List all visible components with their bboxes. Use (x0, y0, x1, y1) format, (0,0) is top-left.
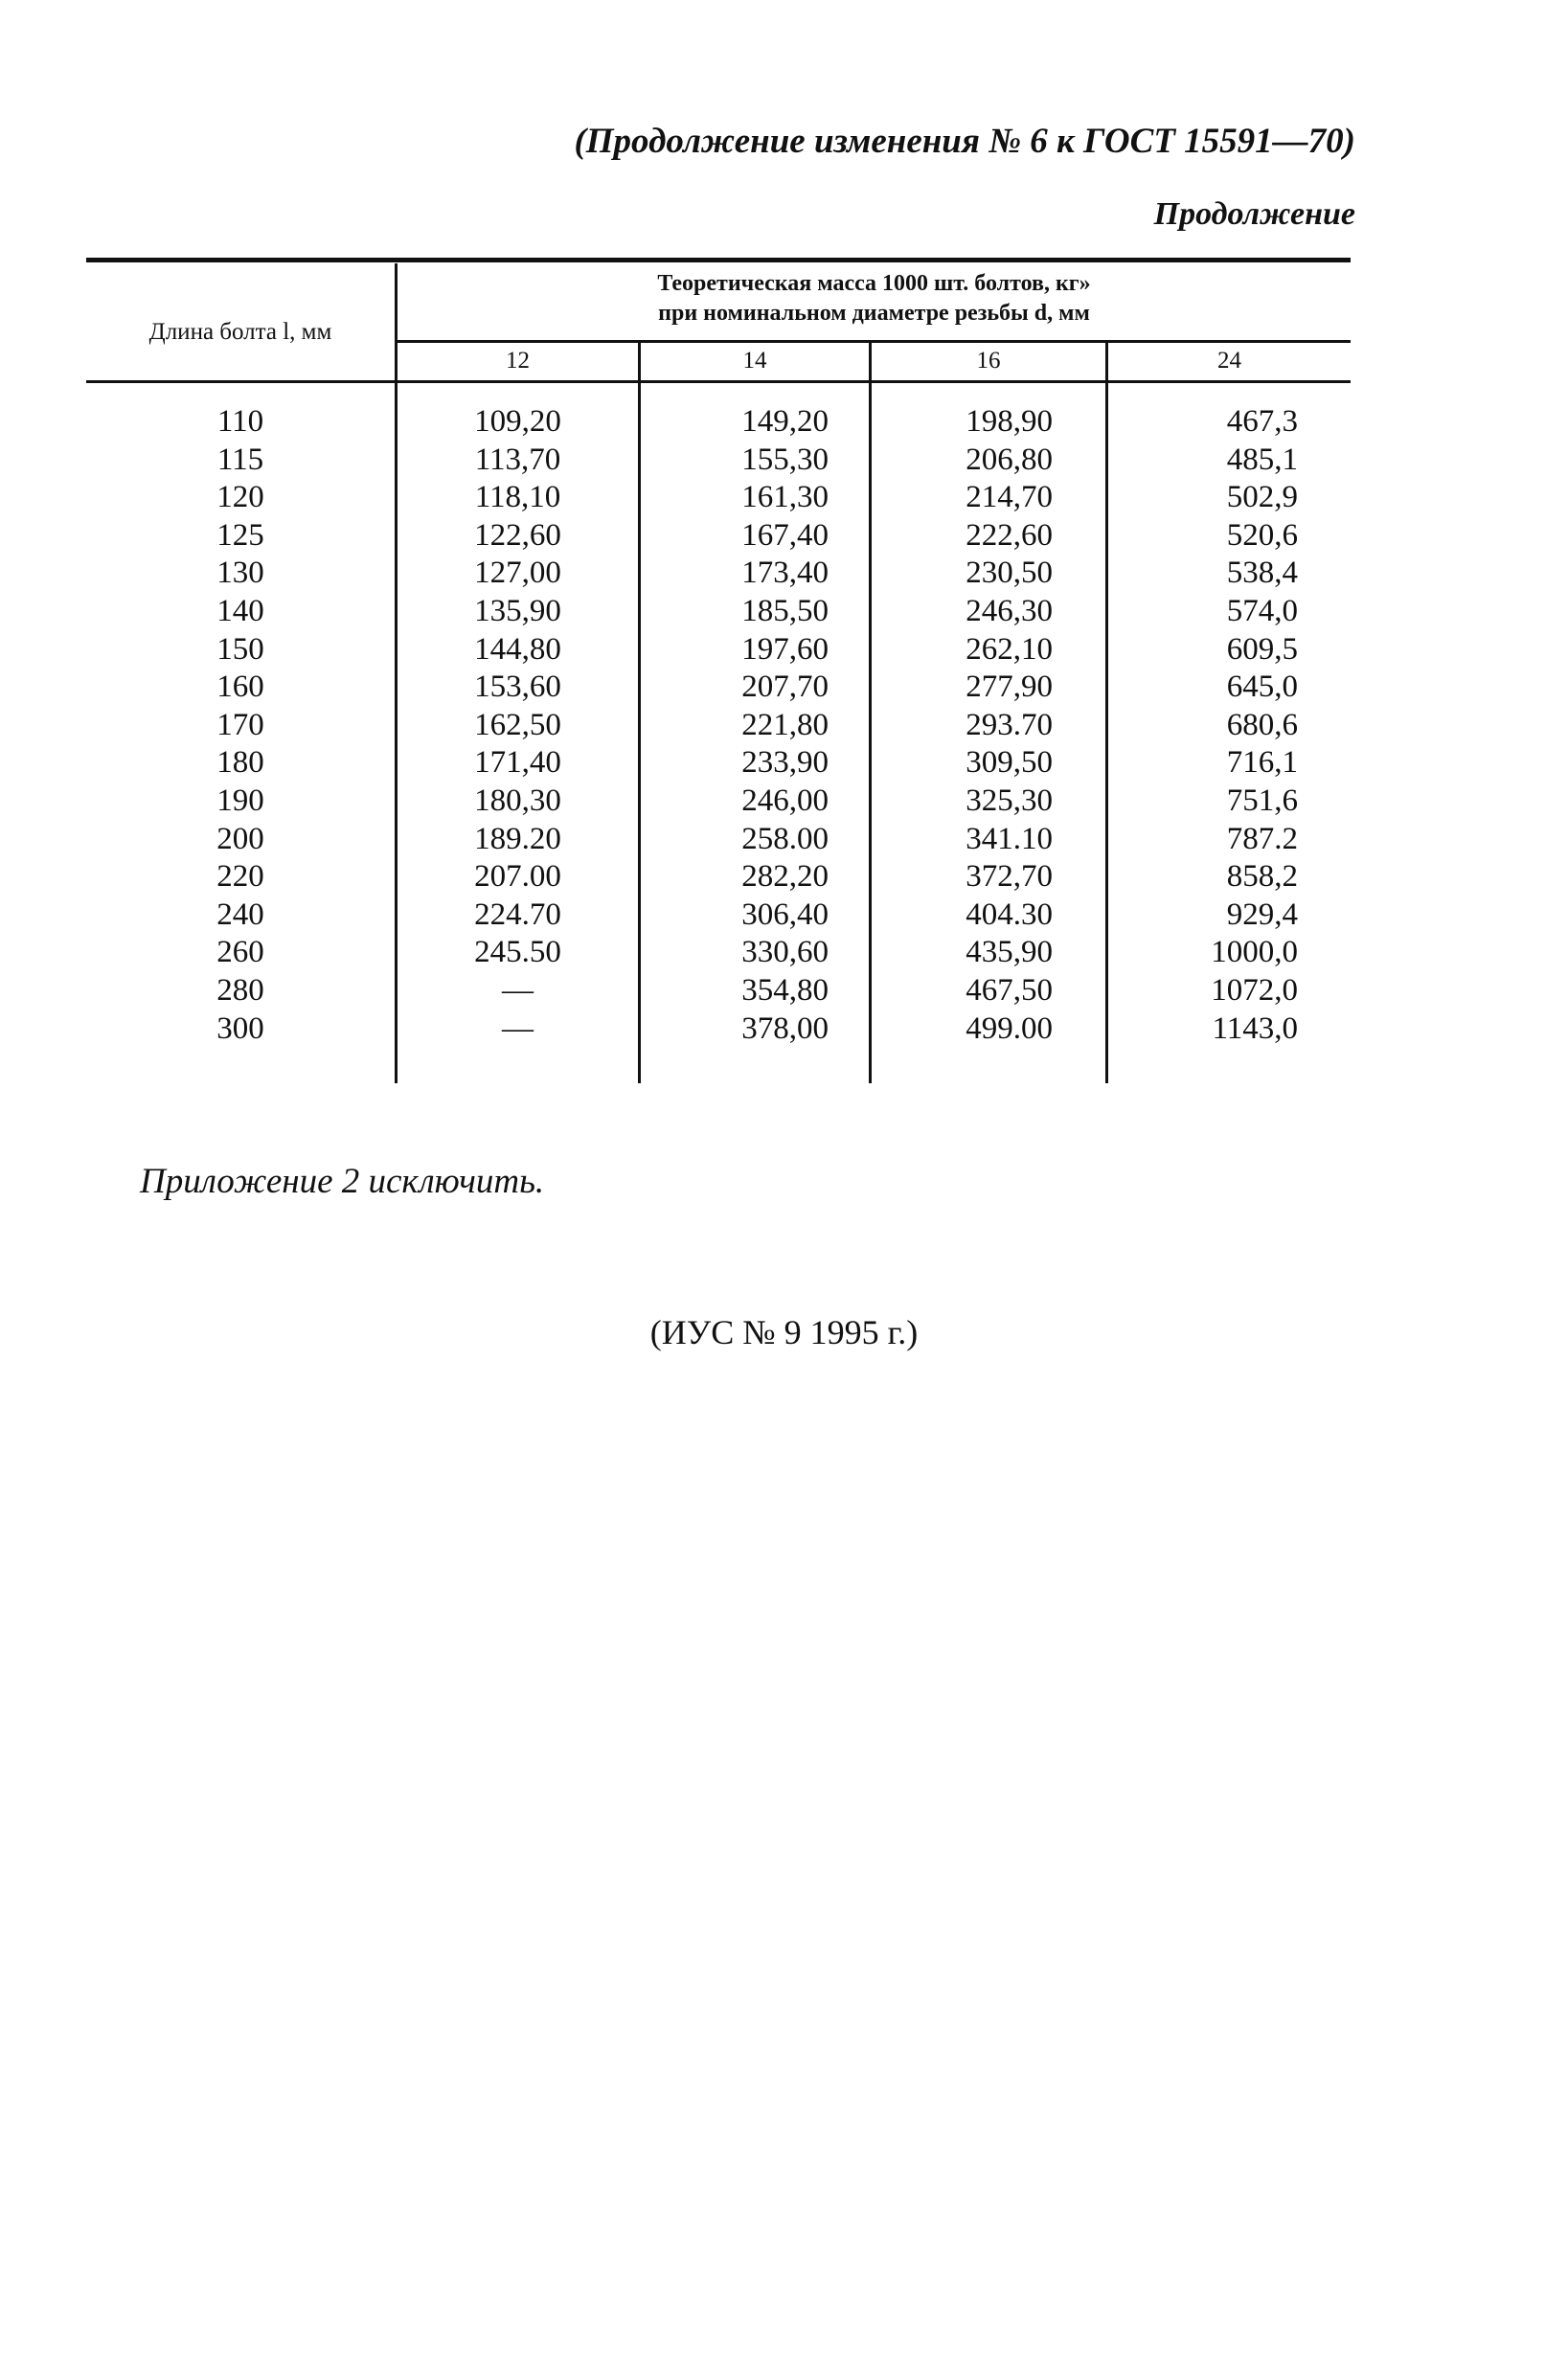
table-cell: 293.70 (966, 707, 1053, 742)
table-cell: 435,90 (966, 935, 1053, 970)
table-cell: 306,40 (741, 896, 829, 932)
amendment-title: (Продолжение изменения № 6 к ГОСТ 15591—70) (574, 122, 1355, 161)
length-column-header: Длина болта l, мм (148, 319, 332, 345)
table-cell: 155,30 (741, 442, 829, 477)
table-top-rule (86, 258, 1351, 262)
length-column (86, 403, 395, 1048)
mass-column-14 (641, 403, 869, 1048)
table-cell: 180 (216, 745, 264, 781)
table-cell: 929,4 (1226, 896, 1298, 932)
table-cell: 150 (216, 631, 264, 667)
table-cell: 277,90 (966, 669, 1053, 705)
mass-column-24 (1108, 403, 1351, 1048)
table-cell: 467,50 (966, 972, 1053, 1008)
table-cell: 135,90 (474, 593, 561, 628)
table-cell: — (502, 1010, 534, 1046)
table-cell: 180,30 (474, 783, 561, 818)
table-cell: 120 (216, 480, 264, 515)
table-cell: 171,40 (474, 745, 561, 781)
table-cell: 372,70 (966, 859, 1053, 895)
table-cell: 520,6 (1226, 517, 1298, 553)
table-cell: 538,4 (1226, 556, 1298, 591)
mass-column-header (398, 269, 1351, 329)
mass-header-line: Теоретическая масса 1000 шт. болтов, кг» (657, 271, 1091, 296)
table-cell: 207.00 (474, 859, 561, 895)
table-cell: 645,0 (1226, 669, 1298, 705)
table-header-bottom-rule (86, 380, 1351, 383)
table-cell: 751,6 (1226, 783, 1298, 818)
table-cell: 680,6 (1226, 707, 1298, 742)
mass-header-line: при номинальном диаметре резьбы d, мм (658, 301, 1090, 326)
table-cell: 1143,0 (1212, 1010, 1298, 1046)
table-cell: 330,60 (741, 935, 829, 970)
table-cell: 173,40 (741, 556, 829, 591)
table-cell: 113,70 (474, 442, 561, 477)
diameter-header-16: 16 (976, 348, 1001, 374)
table-cell: 170 (216, 707, 264, 742)
table-cell: 282,20 (741, 859, 829, 895)
table-cell: 197,60 (741, 631, 829, 667)
table-cell: 309,50 (966, 745, 1053, 781)
table-cell: 485,1 (1226, 442, 1298, 477)
table-cell: 502,9 (1226, 480, 1298, 515)
mass-column-16 (872, 403, 1105, 1048)
table-cell: 189.20 (474, 821, 561, 856)
table-cell: 258.00 (741, 821, 829, 856)
table-cell: 109,20 (474, 404, 561, 439)
table-cell: 160 (216, 669, 264, 705)
table-cell: 1072,0 (1211, 972, 1298, 1008)
ius-reference: (ИУС № 9 1995 г.) (649, 1313, 919, 1351)
table-cell: 260 (216, 935, 264, 970)
table-cell: 198,90 (966, 404, 1053, 439)
table-cell: 240 (216, 896, 264, 932)
table-cell: 110 (216, 404, 264, 439)
table-cell: 214,70 (966, 480, 1053, 515)
table-cell: — (502, 972, 534, 1008)
table-cell: 325,30 (966, 783, 1053, 818)
mass-column-12 (398, 403, 638, 1048)
table-cell: 233,90 (741, 745, 829, 781)
table-cell: 499.00 (966, 1010, 1053, 1046)
table-cell: 716,1 (1226, 745, 1298, 781)
table-cell: 185,50 (741, 593, 829, 628)
bolt-mass-table (86, 258, 1351, 1083)
table-cell: 222,60 (966, 517, 1053, 553)
table-cell: 125 (216, 517, 264, 553)
table-cell: 206,80 (966, 442, 1053, 477)
table-cell: 1000,0 (1211, 935, 1298, 970)
table-cell: 262,10 (966, 631, 1053, 667)
table-cell: 122,60 (474, 517, 561, 553)
table-cell: 200 (216, 821, 264, 856)
table-cell: 404.30 (966, 896, 1053, 932)
table-cell: 574,0 (1226, 593, 1298, 628)
table-cell: 787.2 (1226, 821, 1298, 856)
table-cell: 378,00 (741, 1010, 829, 1046)
table-cell: 153,60 (474, 669, 561, 705)
table-cell: 140 (216, 593, 264, 628)
table-cell: 280 (216, 972, 264, 1008)
table-cell: 230,50 (966, 556, 1053, 591)
table-cell: 162,50 (474, 707, 561, 742)
table-cell: 115 (216, 442, 264, 477)
table-cell: 118,10 (474, 480, 561, 515)
table-cell: 224.70 (474, 896, 561, 932)
table-cell: 161,30 (741, 480, 829, 515)
table-cell: 467,3 (1226, 404, 1298, 439)
table-cell: 149,20 (741, 404, 829, 439)
table-cell: 246,00 (741, 783, 829, 818)
table-cell: 354,80 (741, 972, 829, 1008)
table-cell: 220 (216, 859, 264, 895)
table-cell: 246,30 (966, 593, 1053, 628)
table-cell: 207,70 (741, 669, 829, 705)
table-header-divider (395, 340, 1351, 343)
table-cell: 341.10 (966, 821, 1053, 856)
appendix-note: Приложение 2 исключить. (140, 1162, 545, 1201)
table-cell: 221,80 (741, 707, 829, 742)
continuation-label: Продолжение (1153, 196, 1355, 232)
table-cell: 300 (216, 1010, 264, 1046)
table-cell: 167,40 (741, 517, 829, 553)
diameter-header-24: 24 (1217, 348, 1241, 374)
table-cell: 858,2 (1226, 859, 1298, 895)
table-cell: 144,80 (474, 631, 561, 667)
diameter-header-14: 14 (742, 348, 767, 374)
table-cell: 245.50 (474, 935, 561, 970)
diameter-header-12: 12 (506, 348, 530, 374)
table-cell: 609,5 (1226, 631, 1298, 667)
table-cell: 130 (216, 556, 264, 591)
table-cell: 190 (216, 783, 264, 818)
table-cell: 127,00 (474, 556, 561, 591)
